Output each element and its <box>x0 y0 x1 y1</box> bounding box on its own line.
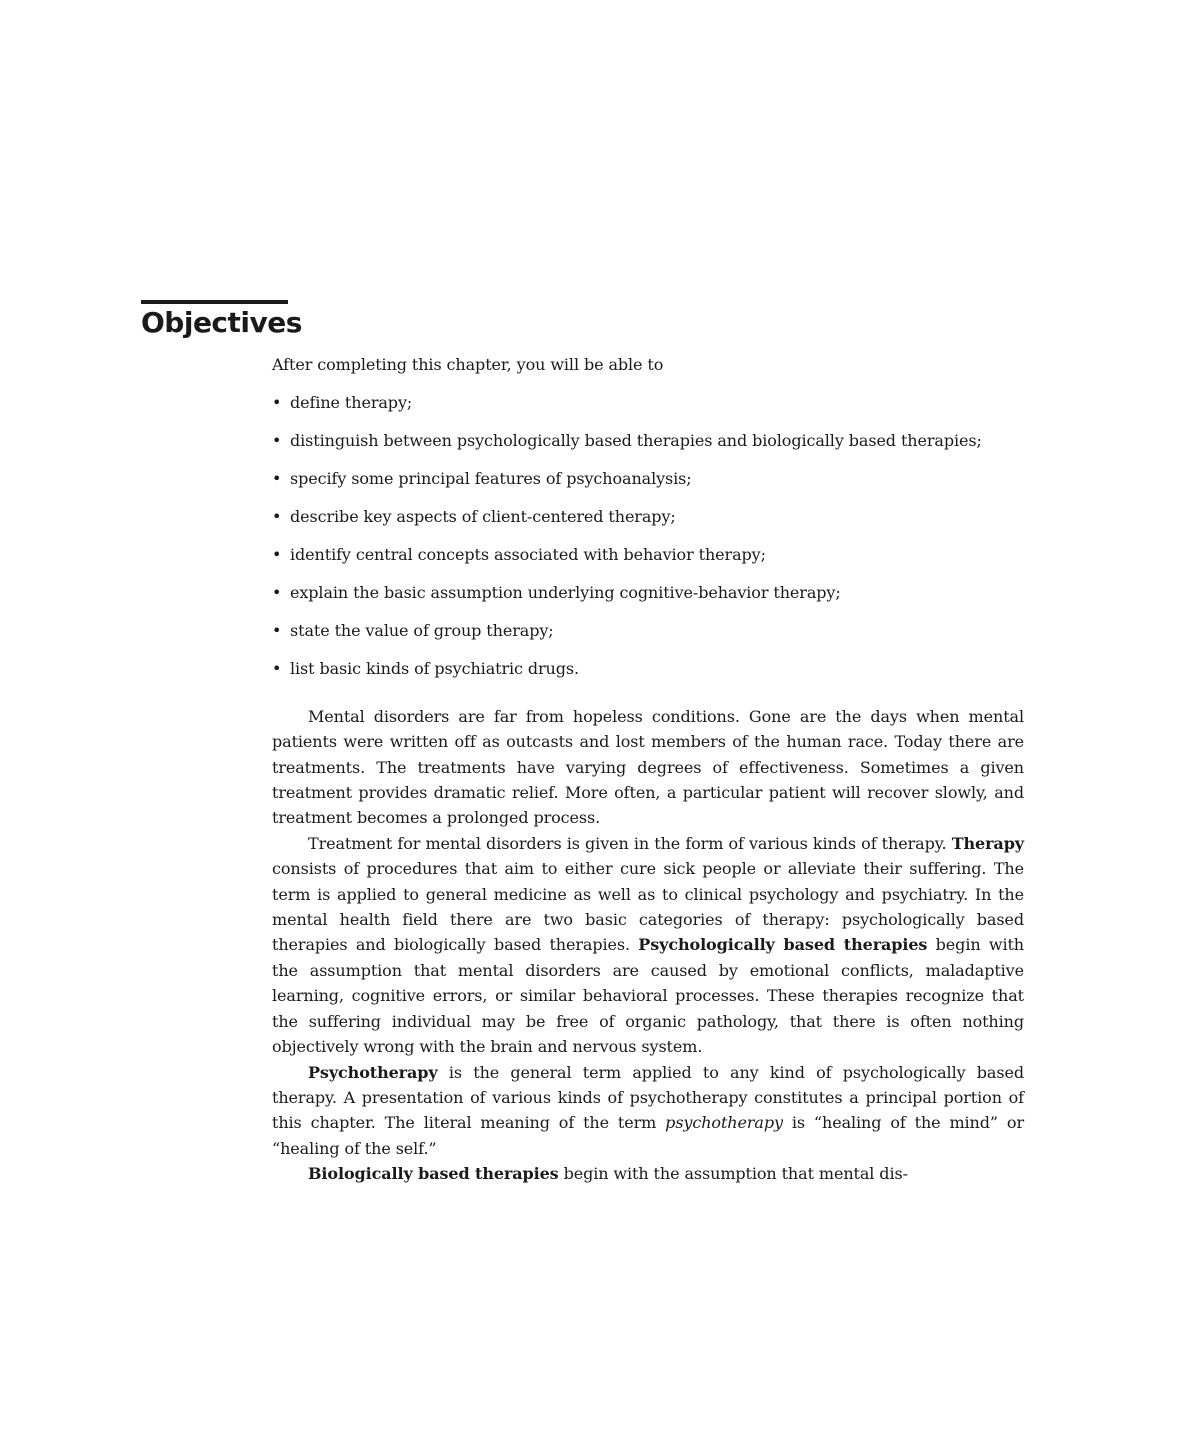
objective-item: • describe key aspects of client-centered therapy; <box>272 504 1024 529</box>
paragraph-4-text: begin with the assumption that mental dis- <box>558 1164 908 1184</box>
term-therapy: Therapy <box>951 833 1024 853</box>
term-biologically-based-therapies: Biologically based therapies <box>308 1164 559 1184</box>
term-psychotherapy: Psychotherapy <box>308 1062 438 1082</box>
content-column <box>272 352 1024 1187</box>
term-psychotherapy-italic: psychotherapy <box>665 1113 783 1133</box>
term-psychologically-based-therapies: Psychologically based therapies <box>638 935 928 955</box>
body-text <box>272 704 1024 1187</box>
paragraph-1: Mental disorders are far from hopeless conditions. Gone are the days when mental patients were written off as outcasts and lost members of the human race. Today there are treatments. The treatments have varying degrees of effectiveness. Sometimes a given treatment provides dramatic relief. More often, a particular patient will recover slowly, and treatment becomes a prolonged process. <box>272 706 1024 828</box>
objective-item: • identify central concepts associated with behavior therapy; <box>272 542 1024 567</box>
paragraph-3-text: is “healing of the mind” or “healing of the self.” <box>272 1113 1024 1158</box>
paragraph-3 <box>272 1060 1024 1162</box>
objective-item: • specify some principal features of psychoanalysis; <box>272 466 1024 491</box>
objective-item: • distinguish between psychologically based therapies and biologically based therapies; <box>272 428 1024 453</box>
objective-item: • define therapy; <box>272 390 1024 415</box>
section-heading: Objectives <box>141 306 302 339</box>
paragraph-2 <box>272 831 1024 1060</box>
objective-item: • explain the basic assumption underlying cognitive-behavior therapy; <box>272 580 1024 605</box>
paragraph-2-text: begin with the assumption that mental disorders are caused by emotional conflicts, maladaptive learning, cognitive errors, or similar behavioral processes. These therapies recognize that the suffering individual may be free of organic pathology, that there is often nothing objectively wrong with the brain and nervous system. <box>272 935 1024 1057</box>
objectives-list <box>272 390 1024 681</box>
objective-item: • list basic kinds of psychiatric drugs. <box>272 656 1024 681</box>
paragraph-2-text: Treatment for mental disorders is given in the form of various kinds of therapy. <box>308 833 952 853</box>
objectives-intro: After completing this chapter, you will be able to <box>272 355 664 374</box>
paragraph-4 <box>272 1161 1024 1186</box>
paragraph-3-text: is the general term applied to any kind of psychologically based therapy. A presentation of various kinds of psychotherapy constitutes a principal portion of this chapter. The literal meaning of the term <box>272 1062 1024 1133</box>
paragraph-2-text: consists of procedures that aim to either cure sick people or alleviate their suffering. The term is applied to general medicine as well as to clinical psychology and psychiatry. In the mental health field there are two basic categories of therapy: psychologically based therapies and biologically based therapies. <box>272 859 1024 955</box>
objective-item: • state the value of group therapy; <box>272 618 1024 643</box>
